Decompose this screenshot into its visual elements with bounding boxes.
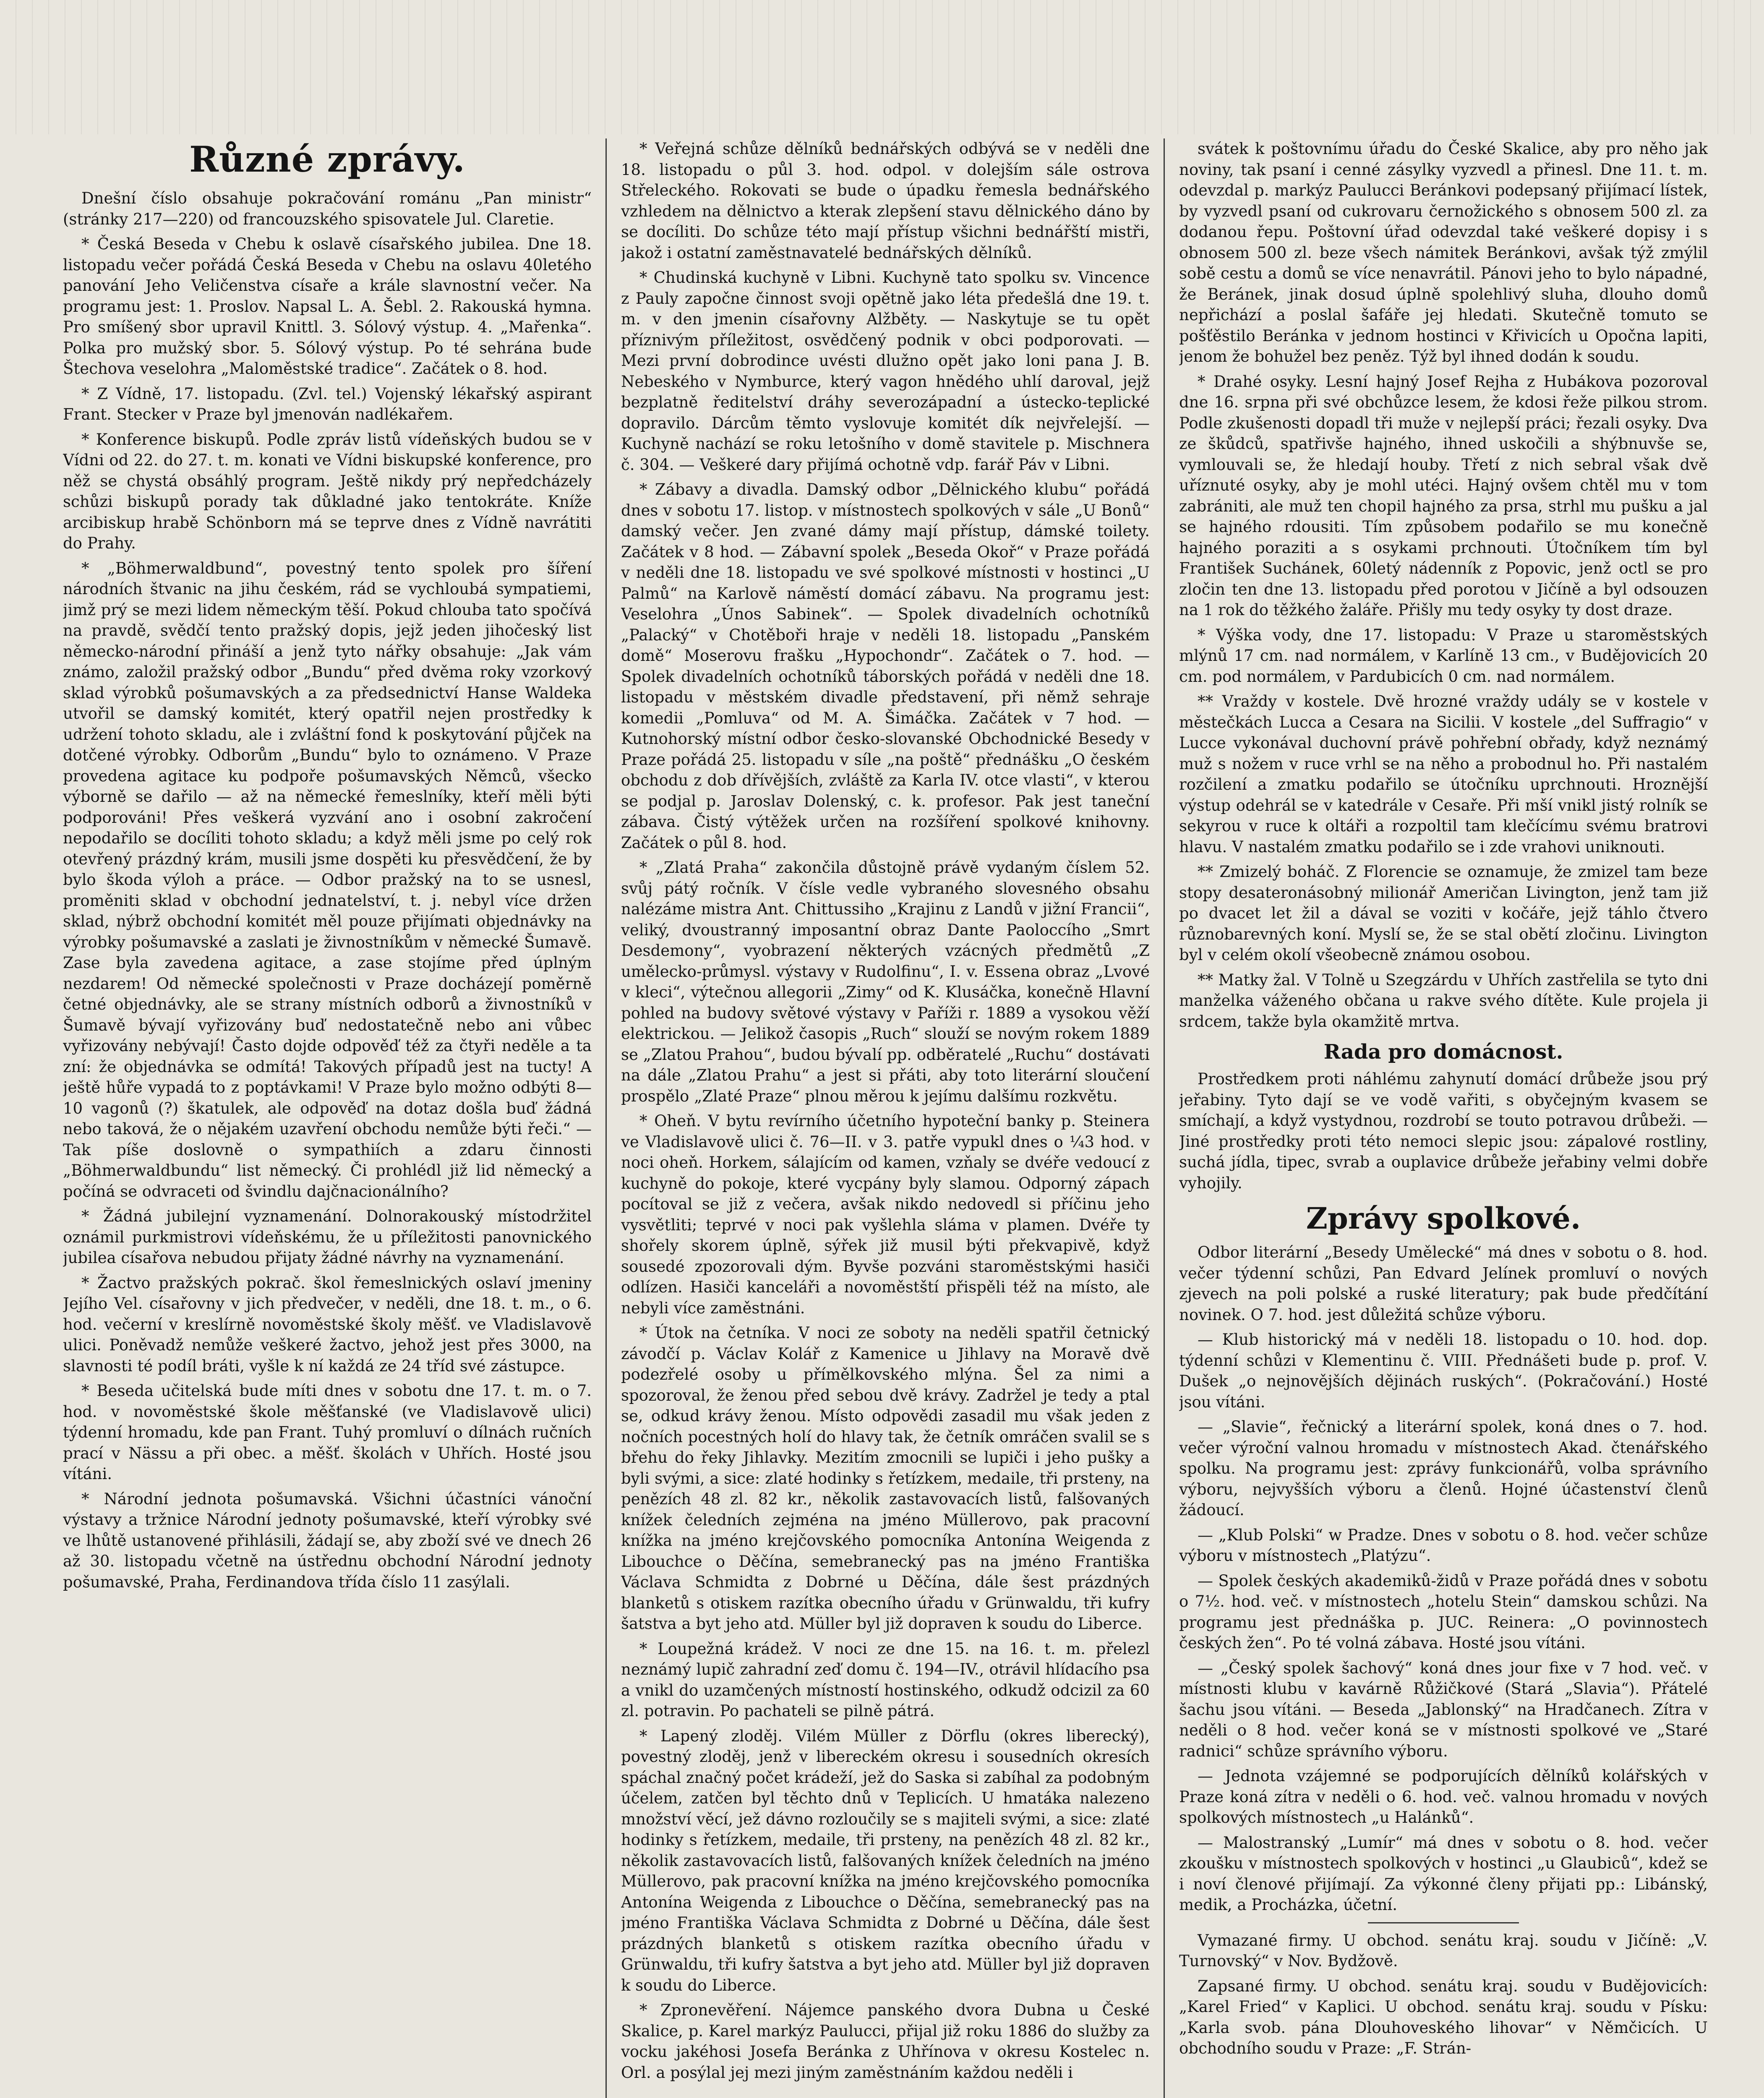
article-paragraph: svátek k poštovnímu úřadu do České Skalice, aby pro něho jak noviny, tak psaní i cenné zásylky vyzvedl a přinesl. Dne 11. t. m. odevzdal p. markýz Paulucci Beránkovi podepsaný přijímací lístek, by vyzvedl psaní od cukrovaru černožického s obnosem 500 zl. za dodanou řepu. Poštovní úřad odevzdal také veškeré dopisy i s obnosem 500 zl. beze všech námitek Beránkovi, avšak týž zmýlil sobě cestu a domů se více nenavrátil. Pánovi jeho to bylo nápadné, že Beránek, jinak dosud úplně spolehlivý sluha, dlouho domů nepřichází a poslal šafáře jej hledati. Skutečně tomuto se pošťěstilo Beránka v jednom hostinci v Křivicích u Opočna lapiti, jenom že bohužel bez peněz. Týž byl ihned dodán k soudu. [1179, 140, 1708, 365]
column-divider [1164, 138, 1165, 2098]
club-paragraph: — „Klub Polski“ w Pradze. Dnes v sobotu o 8. hod. večer schůze výboru v místnostech „Platýzu“. [1179, 1526, 1708, 1565]
household-paragraph: Prostředkem proti náhlému zahynutí domácí drůbeže jsou prý jeřabiny. Tyto dají se ve vodě vařiti, s obyčejným kvasem se smíchají, a když vystydnou, rozdrobí se touto potravou drůbeži. — Jiné prostředky proti této nemoci slepic jsou: zápalové rostliny, suchá jídla, tipec, svrab a ouplavice drůbeže jeřabiny velmi dobře vyhojily. [1179, 1070, 1708, 1192]
article-paragraph: * Zábavy a divadla. Damský odbor „Dělnického klubu“ pořádá dnes v sobotu 17. listop. v místnostech spolkových v sále „U Bonů“ damský večer. Jen zvané dámy mají přístup, dámské toilety. Začátek v 8 hod. — Zábavní spolek „Beseda Okoř“ v Praze pořádá v neděli dne 18. listopadu ve své spolkové místnosti v hostinci „U Palmů“ na Karlově náměstí domácí zábavu. Na programu jest: Veselohra „Únos Sabinek“. — Spolek divadelních ochotníků „Palacký“ v Chotěboři hraje v neděli 18. listopadu „Panském domě“ Moserovu frašku „Hypochondr“. Začátek o 7. hod. — Spolek divadelních ochotníků táborských pořádá v neděli dne 18. listopadu v městském divadle představení, při němž sehraje komedii „Pomluva“ od M. A. Šimáčka. Začátek v 7 hod. — Kutnohorský místní odbor česko-slovanské Obchodnické Besedy v Praze pořádá 25. listopadu v síle „na poště“ přednášku „O českém obchodu z dob dřívějších, zvláště za Karla IV. otce vlasti“, v kterou se podjal p. Jaroslav Dolenský, c. k. profesor. Pak jest taneční zábava. Čistý výtěžek určen na rozšíření spolkové knihovny. Začátek o půl 8. hod. [621, 480, 1150, 852]
newspaper-page [63, 138, 1708, 2098]
article-paragraph: * Národní jednota pošumavská. Všichni účastníci vánoční výstavy a tržnice Národní jednoty pošumavské, kteří výrobky své ve lhůtě ustanovené přihlásili, žádají se, aby zboží své ve dnech 26 až 30. listopadu včetně na ústřednu obchodní Národní jednoty pošumavské, Praha, Ferdinandova třída číslo 11 zasýlali. [63, 1490, 592, 1591]
column-1 [63, 138, 592, 2098]
article-paragraph: * Žádná jubilejní vyznamenání. Dolnorakouský místodržitel oznámil purkmistrovi vídeňskému, že u příležitosti panovnického jubilea císařova nebudou přijaty žádné návrhy na vyznamenání. [63, 1207, 592, 1267]
article-paragraph: * Lapený zloděj. Vilém Müller z Dörflu (okres liberecký), povestný zloděj, jenž v libereckém okresu i sousedních okresích spáchal značný počet krádeží, jež do Saska si zabíhal za podobným účelem, zatčen byl těchto dnů v Teplicích. U hmatáka nalezeno množství věcí, jež dávno rozloučily se s majiteli svými, a sice: zlaté hodinky s řetízkem, medaile, tři prsteny, na penězích 48 zl. 82 kr., několik zastavovacích listů, falšovaných knížek čeledních na jméno Müllerovo, pak pracovní knížka na jméno krejčovského pomocníka Antonína Weigenda z Libouchce o Děčína, semebranecký pas na jméno Františka Václava Schmidta z Dobrné u Děčína, dále šest prázdných blanketů s otiskem razítka obecního úřadu v Grünwaldu, tři kufry šatstva a byt jeho atd. Müller byl již dopraven k soudu do Liberce. [621, 1727, 1150, 1994]
section-title-household: Rada pro domácnost. [1323, 1040, 1563, 1064]
article-paragraph: Dnešní číslo obsahuje pokračování románu „Pan ministr“ (stránky 217—220) od francouzského spisovatele Jul. Claretie. [63, 189, 592, 228]
article-paragraph: * Beseda učitelská bude míti dnes v sobotu dne 17. t. m. o 7. hod. v novoměstské škole měšťanské (ve Vladislavově ulici) týdenní hromadu, kde pan Frant. Tuhý promluví o dílnách ručních prací v Nässu a při obec. a měšť. školách v Uhřích. Hosté jsou vítáni. [63, 1382, 592, 1483]
club-paragraph: Odbor literární „Besedy Umělecké“ má dnes v sobotu o 8. hod. večer týdenní schůzi, Pan Edvard Jelínek promluví o nových zjevech na poli polské a ruské literatury; pak bude předčítání novinek. O 7. hod. jest důležitá schůze výboru. [1179, 1243, 1708, 1324]
section-divider [1368, 1922, 1519, 1923]
article-paragraph: * Oheň. V bytu revírního účetního hypoteční banky p. Steinera ve Vladislavově ulici č. 76—II. v 3. patře vypukl dnes o ¼3 hod. v noci oheň. Horkem, sálajícím od kamen, vzňaly se dvéře vedoucí z kuchyně do pokoje, které vycpány byly slamou. Odporný zápach pocítoval se již z večera, avšak nikdo nedovedl si příčinu jeho vysvětliti; teprvé v noci pak vyšlehla sláma v plamen. Dvéře ty shořely skorem úplně, sýřek již musil býti překvapivě, když sousedé zpozorovali dým. Byvše pozváni staroměstskými hasiči odlízen. Hasiči kanceláři a novoměstští přispěli též na místo, ale nebyli více zaměstnáni. [621, 1112, 1150, 1317]
article-paragraph: * Loupežná krádež. V noci ze dne 15. na 16. t. m. přelezl neznámý lupič zahradní zeď domu č. 194—IV., otrávil hlídacího psa a vnikl do uzamčených místností hostinského, odkudž odcizil za 60 zl. potravin. Po pachateli se pilně pátrá. [621, 1639, 1150, 1720]
column-2 [621, 138, 1150, 2098]
column-divider [605, 138, 607, 2098]
column-3 [1179, 138, 1708, 2098]
article-paragraph: * „Zlatá Praha“ zakončila důstojně právě vydaným číslem 52. svůj pátý ročník. V čísle vedle vybraného slovesného obsahu nalézáme mistra Ant. Chittussiho „Krajinu z Landů v jižní Francii“, veliký, dvoustranný imposantní obraz Dante Paoloccího „Smrt Desdemony“, vyobrazení některých vzácných předmětů „Z umělecko-průmysl. výstavy v Rudolfinu“, I. v. Essena obraz „Lvové v kleci“, výtečnou allegorii „Zimy“ od K. Klusáčka, konečně Hlavní pohled na budovy světové výstavy v Paříži r. 1889 a vysokou věží elektrickou. — Jelikož časopis „Ruch“ slouží se novým rokem 1889 se „Zlatou Prahou“, budou bývalí pp. odběratelé „Ruchu“ dostávati na dále „Zlatou Prahu“ a jest si přáti, aby toto literární sloučení prospělo „Zlaté Praze“ plnou měrou k jejímu dalšímu rozkvětu. [621, 859, 1150, 1105]
article-paragraph: * Útok na četníka. V noci ze soboty na neděli spatřil četnický závodčí p. Václav Kolář z Kamenice u Jihlavy na Moravě dvě podezřelé osoby u přímělkovského mlýna. Šel za nimi a spozoroval, že ženou před sebou dvě krávy. Zadržel je tedy a ptal se, odkud krávy ženou. Místo odpovědi zasadil mu však jeden z nočních pocestných holí do hlavy tak, že četník omráčen svalil se s břehu do řeky Jihlavky. Mezitím zmocnili se lupiči i jeho pušky a byli svými, a sice: zlaté hodinky s řetízkem, medaile, tři prsteny, na penězích 48 zl. 82 kr., několik zastavovacích listů, falšovaných knížek čeledních zejména na jméno Müllerovo, pak pracovní knížka na jméno krejčovského pomocníka Antonína Weigenda z Libouchce o Děčína, semebranecký pas na jméno Františka Václava Schmidta z Dobrné u Děčína, dále šest prázdných blanketů s otiskem razítka obecního úřadu v Grünwaldu, tři kufry šatstva a byt jeho atd. Müller byl již dopraven k soudu do Liberce. [621, 1324, 1150, 1633]
article-paragraph: ** Matky žal. V Tolně u Szegzárdu v Uhřích zastřelila se tyto dni manželka váženého občana u rakve svého dítěte. Kule projela ji srdcem, takže byla okamžitě mrtva. [1179, 971, 1708, 1031]
article-paragraph: * Drahé osyky. Lesní hajný Josef Rejha z Hubákova pozoroval dne 16. srpna při své obchůzce lesem, že kdosi řeže pilkou strom. Podle zkušenosti dopadl tři muže v nejlepší práci; řezali osyky. Dva ze škůdců, spatřivše hajného, ihned uskočili a shýbnuvše se, vymlouvali se, že hledají houby. Třetí z nich sebral však dvě uříznuté osyky, aby je mohl utéci. Hajný ovšem chtěl mu v tom zabrániti, ale muž ten chopil hajného za prsa, strhl mu pušku a jal se hajného rdousiti. Tím způsobem podařilo se mu konečně hajného poraziti a s osykami prchnouti. Útočníkem tím byl František Suchánek, 60letý nádenník z Popovic, jenž octl se pro zločin ten dne 13. listopadu před porotou v Jičíně a byl odsouzen na 1 rok do těžkého žaláře. Přišly mu tedy osyky ty dost draze. [1179, 372, 1708, 619]
article-paragraph: * Chudinská kuchyně v Libni. Kuchyně tato spolku sv. Vincence z Pauly započne činnost svoji opětně jako léta předešlá dne 19. t. m. v den jmenin císařovny Alžběty. — Naskytuje se tu opět příznivým příležitost, osvědčený podnik v obci podporovati. — Mezi první dobrodince uvésti dlužno opět jako loni pana J. B. Nebeského v Nymburce, který vagon hnědého uhlí daroval, jejž bezplatně ředitelství dráhy severozápadní a ústecko-teplické dopravilo. Dárcům těmto vyslovuje komitét dík nejvřelejší. — Kuchyně nachází se roku letošního v domě stavitele p. Mischnera č. 304. — Veškeré dary přijímá ochotně vdp. farář Páv v Libni. [621, 269, 1150, 474]
article-paragraph: * Z Vídně, 17. listopadu. (Zvl. tel.) Vojenský lékařský aspirant Frant. Stecker v Praze byl jmenován nadlékařem. [63, 384, 592, 423]
section-title-ruzne-zpravy: Různé zprávy. [189, 138, 465, 180]
article-paragraph: * Česká Beseda v Chebu k oslavě císařského jubilea. Dne 18. listopadu večer pořádá Česká Beseda v Chebu na oslavu 40letého panování Jeho Veličenstva císaře a krále slavnostní večer. Na programu jest: 1. Proslov. Napsal L. A. Šebl. 2. Rakouská hymna. Pro smíšený sbor upravil Knittl. 3. Sólový výstup. 4. „Mařenka“. Polka pro mužský sbor. 5. Sólový výstup. Po té sehrána bude Štechova veselohra „Maloměstské tradice“. Začátek o 8. hod. [63, 235, 592, 378]
article-paragraph: * Žactvo pražských pokrač. škol řemeslnických oslaví jmeniny Jejího Vel. císařovny v jich předvečer, v neděli, dne 18. t. m., o 6. hod. večerní v kreslírně novoměstské školy měšť. ve Vladislavově ulici. Poněvadž nemůže veškeré žactvo, jehož jest přes 3000, na slavnosti té podíl bráti, vyšle k ní každá ze 24 tříd své zástupce. [63, 1273, 592, 1375]
club-paragraph: — Spolek českých akademiků-židů v Praze pořádá dnes v sobotu o 7½. hod. več. v místnostech „hotelu Stein“ damskou schůzi. Na programu jest přednáška p. JUC. Reinera: „O povinnostech českých žen“. Po té volná zábava. Hosté jsou vítáni. [1179, 1571, 1708, 1652]
club-paragraph: — Klub historický má v neděli 18. listopadu o 10. hod. dop. týdenní schůzi v Klementinu č. VIII. Přednášeti bude p. prof. V. Dušek „o nejnovějších dějinách ruských“. (Pokračování.) Hosté jsou vítáni. [1179, 1331, 1708, 1411]
article-paragraph: * „Böhmerwaldbund“, povestný tento spolek pro šíření národních štvanic na jihu českém, rád se vychloubá sympatiemi, jimž prý se mezi lidem německým těší. Pokud chlouba tato spočívá na pravdě, svědčí tento pražský dopis, jejž jeden jihočeský list německo-národní přináší a jenž tyto nářky obsahuje: „Jak vám známo, založil pražský odbor „Bundu“ před dvěma roky vzorkový sklad výrobků pošumavských a za předsednictví Hanse Waldeka utvořil se damský komitét, který opatřil nejen prostředky k udržení tohoto skladu, ale i zvláštní fond k poskytování půjček na dotčené výrobky. Odborům „Bundu“ bylo to oznámeno. V Praze provedena agitace ku podpoře pošumavských Němců, všecko výborně se dařilo — až na německé řemeslníky, kteří měli býti podporováni! Přes veškerá vyzvání ano i osobní zakročení nepodařilo se docíliti tohoto skladu; a když měli jsme po celý rok otevřený prázdný krám, musili jsme dospěti ku přesvědčení, že by bylo škoda výloh a práce. — Odbor pražský na to se usnesl, proměniti sklad v obchodní jednatelství, t. j. nebyl více držen sklad, nýbrž obchodní komitét měl pouze přijímati objednávky na výrobky pošumavské a zaslati je živnostníkům v německé Šumavě. Zase byla zavedena agitace, a zase stojíme před úplným nezdarem! Od německé společnosti v Praze docházejí poměrně četné objednávky, ale se strany místních odborů a živnostníků v Šumavě bývají vyřizovány buď nedostatečně nebo ani vůbec vyřizovány nebývají! Často dojde odpověď též za čtyři neděle a ta zní: že objednávka se odmítá! Takových případů jest na tucty! A ještě hůře vypadá to z poptávkami! V Praze bylo možno odbýti 8—10 vagonů (?) škatulek, ale odpověď na dotaz došla buď žádná nebo taková, že o nějakém uzavření obchodu nemůže býti řeči.“ — Tak píše doslovně o sympathiích a zdaru činnosti „Böhmerwaldbundu“ list německý. Či prohlédl již lid německý a počíná se odvraceti od švindlu dajčnacionálního? [63, 559, 592, 1200]
article-paragraph: ** Zmizelý boháč. Z Florencie se oznamuje, že zmizel tam beze stopy desateronásobný milionář Američan Livington, jenž tam již po dvacet let žil a dával se voziti v kočáře, jejž táhlo čtvero různobarevných koní. Myslí se, že se stal obětí zločinu. Livington byl v celém okolí všeobecně známou osobou. [1179, 863, 1708, 964]
club-paragraph: — Jednota vzájemné se podporujících dělníků kolářských v Praze koná zítra v neděli o 6. hod. več. valnou hromadu v nových spolkových místnostech „u Halánků“. [1179, 1767, 1708, 1827]
club-paragraph: — Malostranský „Lumír“ má dnes v sobotu o 8. hod. večer zkoušku v místnostech spolkových v hostinci „u Glaubiců“, kdež se i noví členové přijímají. Za výkonné členy přijati pp.: Libánský, medik, a Procházka, účetní. [1179, 1833, 1708, 1914]
club-paragraph: — „Slavie“, řečnický a literární spolek, koná dnes o 7. hod. večer výroční valnou hromadu v místnostech Akad. čtenářského spolku. Na programu jest: zprávy funkcionářů, volba správního výboru, nejvyšších výboru a členů. Hojné účastenství členů žádoucí. [1179, 1418, 1708, 1519]
firms-paragraph: Zapsané firmy. U obchod. senátu kraj. soudu v Budějovicích: „Karel Fried“ v Kaplici. U obchod. senátu kraj. soudu v Písku: „Karla svob. pána Dlouhoveského lihovar“ v Němčicích. U obchodního soudu v Praze: „F. Strán- [1179, 1977, 1708, 2057]
article-paragraph: ** Vraždy v kostele. Dvě hrozné vraždy udály se v kostele v městečkách Lucca a Cesara na Sicilii. V kostele „del Suffragio“ v Lucce vykonával duchovní právě pohřební obřady, když neznámý muž s nožem v ruce vrhl se na něho a probodnul ho. Při nastalém rozčilení a zmatku podařilo se útočníku uprchnouti. Hroznější výstup odehrál se v katedrále v Cesaře. Při mší vnikl jistý rolník se sekyrou v ruce k oltáři a rozpoltil tam klečícímu svému bratrovi hlavu. V nastalém zmatku podařilo se i zde vrahovi uniknouti. [1179, 692, 1708, 856]
page-top-margin [0, 0, 1764, 134]
firms-paragraph: Vymazané firmy. U obchod. senátu kraj. soudu v Jičíně: „V. Turnovský“ v Nov. Bydžově. [1179, 1931, 1708, 1970]
article-paragraph: * Zpronevěření. Nájemce panského dvora Dubna u České Skalice, p. Karel markýz Paulucci, přijal již roku 1886 do služby za vocku jakéhosi Josefa Beránka z Uhřínova v okresu Kostelec n. Orl. a posýlal jej mezi jiným zaměstnáním každou neděli i [621, 2001, 1150, 2082]
article-paragraph: * Výška vody, dne 17. listopadu: V Praze u staroměstských mlýnů 17 cm. nad normálem, v Karlíně 13 cm., v Budějovicích 20 cm. pod normálem, v Pardubicích 0 cm. nad normálem. [1179, 626, 1708, 686]
club-paragraph: — „Český spolek šachový“ koná dnes jour fixe v 7 hod. več. v místnosti klubu v kavárně Růžičkové (Stará „Slavia“). Přátelé šachu jsou vítáni. — Beseda „Jablonský“ na Hradčanech. Zítra v neděli o 8 hod. večer koná se v místnosti spolkové ve „Staré radnici“ schůze správního výboru. [1179, 1659, 1708, 1760]
article-paragraph: * Konference biskupů. Podle zpráv listů vídeňských budou se v Vídni od 22. do 27. t. m. konati ve Vídni biskupské konference, pro něž se chystá obsáhlý program. Ještě nikdy prý nepředcházely schůzi biskupů porady tak důkladné jako tentokráte. Kníže arcibiskup hrabě Schönborn má se teprve dnes z Vídně navrátiti do Prahy. [63, 430, 592, 552]
section-title-club-news: Zprávy spolkové. [1306, 1201, 1581, 1236]
article-paragraph: * Veřejná schůze dělníků bednářských odbývá se v neděli dne 18. listopadu o půl 3. hod. odpol. v dolejším sále ostrova Střeleckého. Rokovati se bude o úpadku řemesla bednářského vzhledem na dělnictvo a kterak zlepšení stavu dělnického dáno by se docíliti. Do schůze této mají přístup všichni bednářští mistři, jakož i ostatní zaměstnavatelé bednářských dělníků. [621, 140, 1150, 262]
